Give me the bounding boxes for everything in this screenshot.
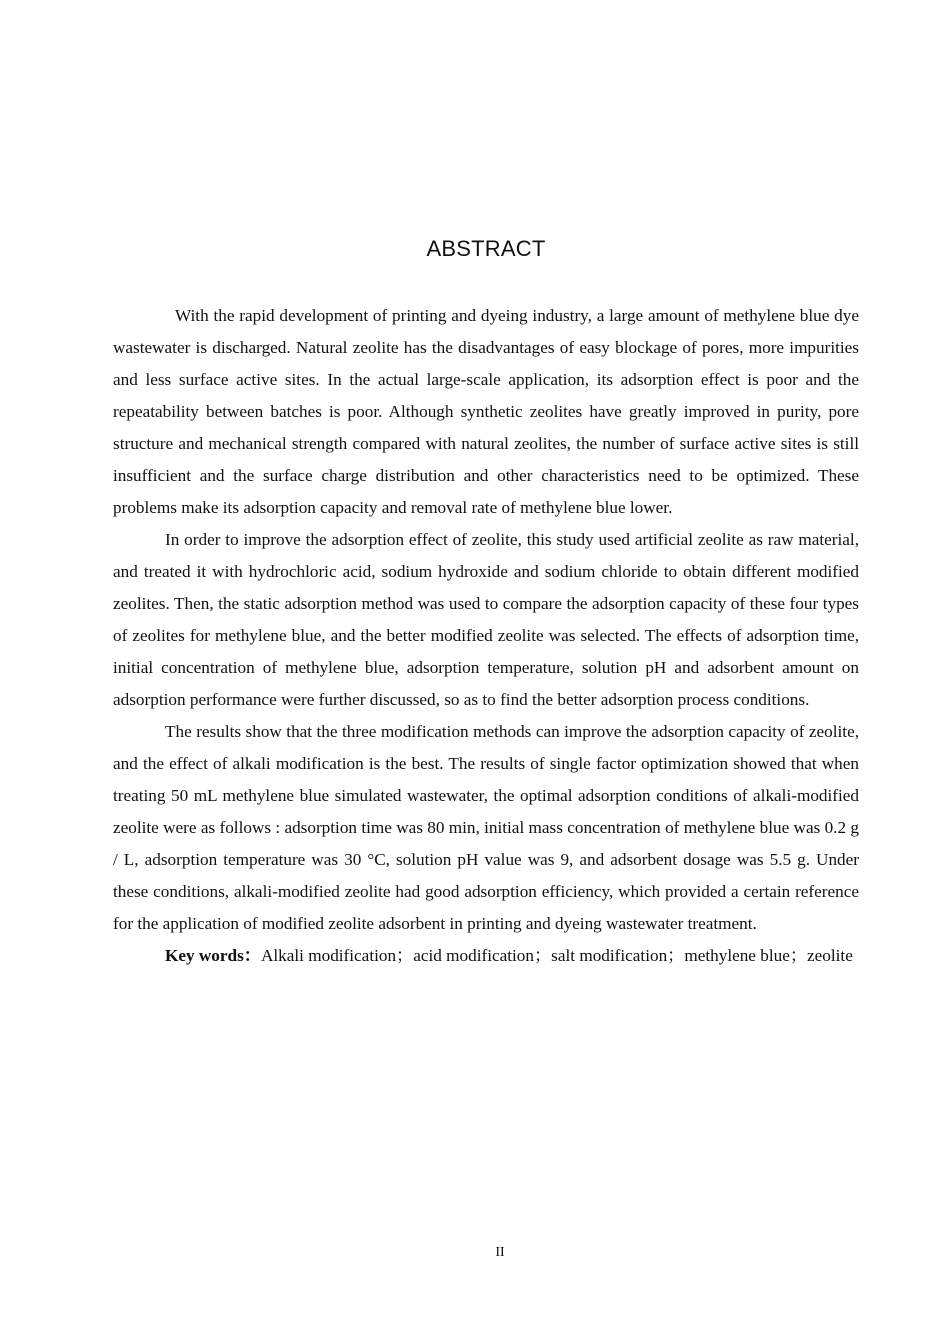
page-title: ABSTRACT bbox=[426, 236, 546, 261]
abstract-paragraph-2: In order to improve the adsorption effect of zeolite, this study used artificial zeolite as raw material, and treated it with hydrochloric acid, sodium hydroxide and sodium chloride to obtain different modified zeolites. Then, the static adsorption method was used to compare the adsorption capacity of these four types of zeolites for methylene blue, and the better modified zeolite was selected. The effects of adsorption time, initial concentration of methylene blue, adsorption temperature, solution pH and adsorbent amount on adsorption performance were further discussed, so as to find the better adsorption process conditions. bbox=[113, 530, 859, 709]
abstract-paragraph-3: The results show that the three modification methods can improve the adsorption capacity of zeolite, and the effect of alkali modification is the best. The results of single factor optimization showed that when treating 50 mL methylene blue simulated wastewater, the optimal adsorption conditions of alkali-modified zeolite were as follows : adsorption time was 80 min, initial mass concentration of methylene blue was 0.2 g / L, adsorption temperature was 30 °C, solution pH value was 9, and adsorbent dosage was 5.5 g. Under these conditions, alkali-modified zeolite had good adsorption efficiency, which provided a certain reference for the application of modified zeolite adsorbent in printing and dyeing wastewater treatment. bbox=[113, 722, 859, 933]
page-number: II bbox=[495, 1245, 505, 1260]
abstract-body bbox=[113, 300, 859, 972]
abstract-paragraph-1: With the rapid development of printing and dyeing industry, a large amount of methylene blue dye wastewater is discharged. Natural zeolite has the disadvantages of easy blockage of pores, more impurities and less surface active sites. In the actual large-scale application, its adsorption effect is poor and the repeatability between batches is poor. Although synthetic zeolites have greatly improved in purity, pore structure and mechanical strength compared with natural zeolites, the number of surface active sites is still insufficient and the surface charge distribution and other characteristics need to be optimized. These problems make its adsorption capacity and removal rate of methylene blue lower. bbox=[113, 306, 859, 517]
keywords-list: Alkali modification；acid modification；salt modification；methylene blue；zeolite bbox=[260, 946, 853, 965]
keywords-line bbox=[113, 940, 859, 972]
keywords-label: Key words： bbox=[165, 946, 261, 965]
